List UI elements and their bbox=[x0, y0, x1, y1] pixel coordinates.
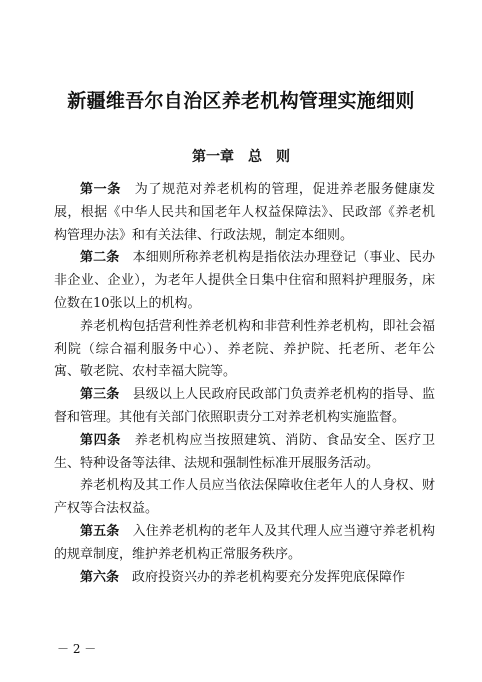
article-paragraph bbox=[54, 521, 435, 567]
article-label: 第六条 bbox=[80, 569, 120, 585]
page-title: 新疆维吾尔自治区养老机构管理实施细则 bbox=[67, 90, 415, 112]
article-text: 养老机构包括营利性养老机构和非营利性养老机构，即社会福利院（综合福利服务中心）、养老院、养护院、托老所、老年公寓、敬老院、农村幸福大院等。 bbox=[54, 318, 435, 380]
body-text bbox=[54, 179, 435, 589]
article-text: 政府投资兴办的养老机构要充分发挥兜底保障作 bbox=[119, 569, 406, 585]
article-label: 第二条 bbox=[80, 250, 120, 266]
article-paragraph bbox=[54, 430, 435, 476]
article-paragraph bbox=[54, 179, 435, 247]
article-text: 为了规范对养老机构的管理，促进养老服务健康发展，根据《中华人民共和国老年人权益保障法》、民政部《养老机构管理办法》和有关法律、行政法规，制定本细则。 bbox=[54, 182, 435, 243]
article-text: 养老机构应当按照建筑、消防、食品安全、医疗卫生、特种设备等法律、法规和强制性标准开展服务活动。 bbox=[54, 432, 435, 471]
page-number: － 2 － bbox=[57, 642, 97, 656]
article-paragraph bbox=[54, 475, 435, 521]
article-text: 本细则所称养老机构是指依法办理登记（事业、民办非企业、企业），为老年人提供全日集中住宿和照料护理服务，床位数在10张以上的机构。 bbox=[54, 250, 435, 311]
article-label: 第五条 bbox=[80, 523, 120, 539]
article-text: 养老机构及其工作人员应当依法保障收住老年人的人身权、财产权等合法权益。 bbox=[54, 478, 435, 517]
article-label: 第一条 bbox=[80, 182, 122, 197]
article-paragraph bbox=[54, 316, 435, 384]
article-text: 入住养老机构的老年人及其代理人应当遵守养老机构的规章制度，维护养老机构正常服务秩序。 bbox=[54, 523, 435, 562]
article-paragraph bbox=[54, 567, 435, 590]
chapter-heading: 第一章 总 则 bbox=[192, 149, 290, 165]
article-paragraph bbox=[54, 247, 435, 315]
article-label: 第三条 bbox=[80, 387, 120, 403]
article-paragraph bbox=[54, 384, 435, 430]
article-text: 县级以上人民政府民政部门负责养老机构的指导、监督和管理。其他有关部门依照职责分工对养老机构实施监督。 bbox=[54, 387, 435, 425]
article-label: 第四条 bbox=[80, 432, 122, 448]
